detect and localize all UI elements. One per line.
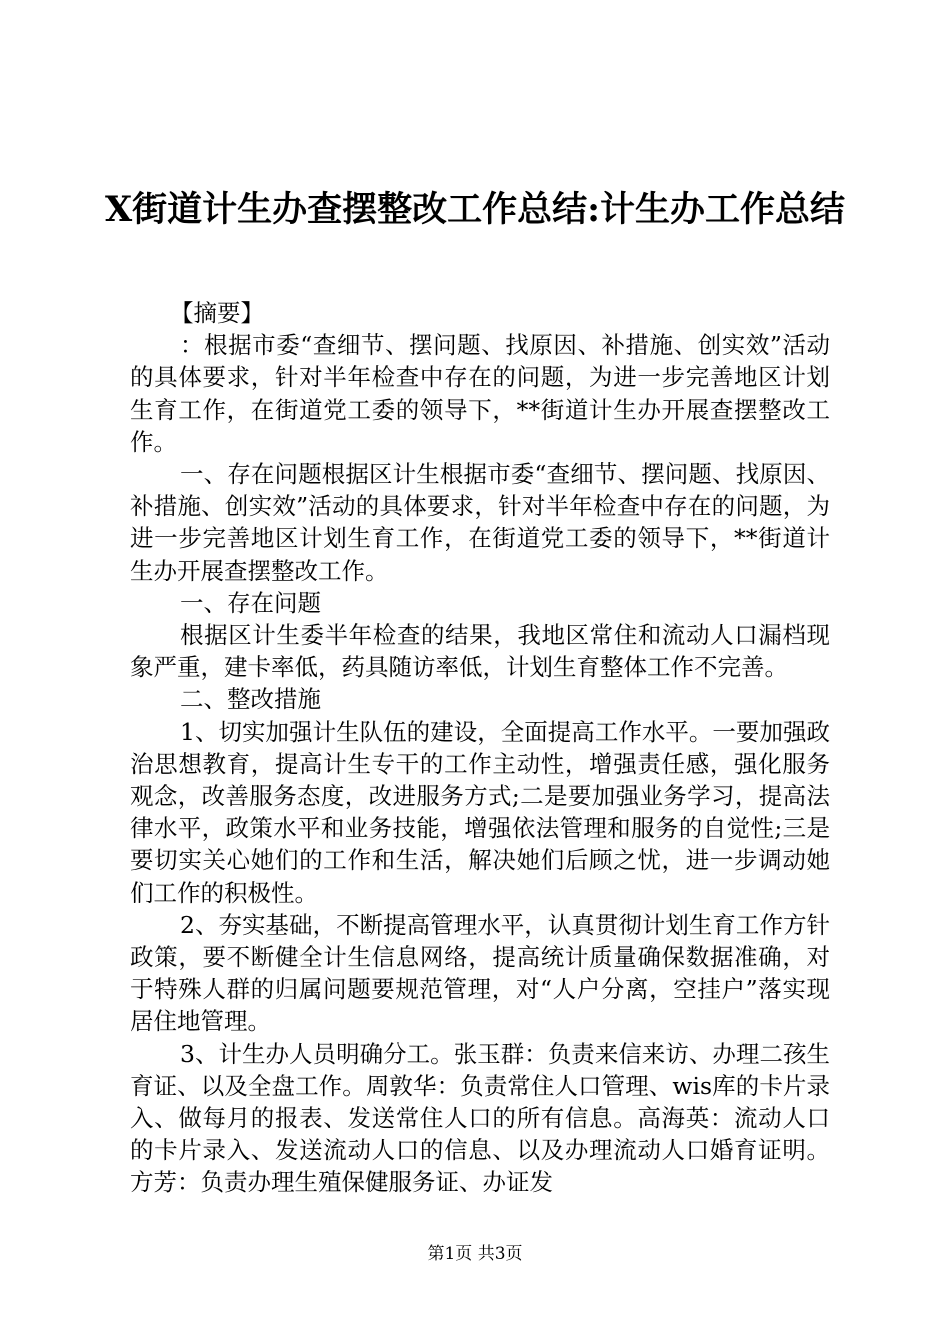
paragraph-measure-2: 2、夯实基础，不断提高管理水平，认真贯彻计划生育工作方针政策，要不断健全计生信息网络，提高统计质量确保数据准确，对于特殊人群的归属问题要规范管理，对“人户分离，空挂户”落实现居住地管理。 [130, 910, 830, 1036]
section-heading-problems: 一、存在问题 [180, 588, 321, 617]
paragraph-abstract: ：根据市委“查细节、摆问题、找原因、补措施、创实效”活动的具体要求，针对半年检查中存在的问题，为进一步完善地区计划生育工作，在街道党工委的领导下，**街道计生办开展查摆整改工作。 [130, 331, 830, 456]
abstract-heading: 【摘要】 [170, 299, 264, 327]
paragraph-intro: 一、存在问题根据区计生根据市委“查细节、摆问题、找原因、补措施、创实效”活动的具体要求，针对半年检查中存在的问题，为进一步完善地区计划生育工作，在街道党工委的领导下，**街道计生办开展查摆整改工作。 [130, 460, 830, 585]
paragraph-measure-3: 3、计生办人员明确分工。张玉群：负责来信来访、办理二孩生育证、以及全盘工作。周敦华：负责常住人口管理、wis库的卡片录入、做每月的报表、发送常住人口的所有信息。高海英：流动人口的卡片录入、发送流动人口的信息、以及办理流动人口婚育证明。方芳：负责办理生殖保健服务证、办证发 [130, 1039, 830, 1197]
section-heading-measures: 二、整改措施 [180, 685, 321, 714]
page-footer: 第1页 共3页 [427, 1244, 523, 1264]
document-title: X街道计生办查摆整改工作总结:计生办工作总结 [104, 189, 846, 230]
paragraph-problems: 根据区计生委半年检查的结果，我地区常住和流动人口漏档现象严重，建卡率低，药具随访率低，计划生育整体工作不完善。 [130, 621, 830, 682]
document-body [130, 297, 830, 1199]
paragraph-measure-1: 1、切实加强计生队伍的建设，全面提高工作水平。一要加强政治思想教育，提高计生专干的工作主动性，增强责任感，强化服务观念，改善服务态度，改进服务方式;二是要加强业务学习，提高法律水平，政策水平和业务技能，增强依法管理和服务的自觉性;三是要切实关心她们的工作和生活，解决她们后顾之忧，进一步调动她们工作的积极性。 [130, 717, 830, 907]
